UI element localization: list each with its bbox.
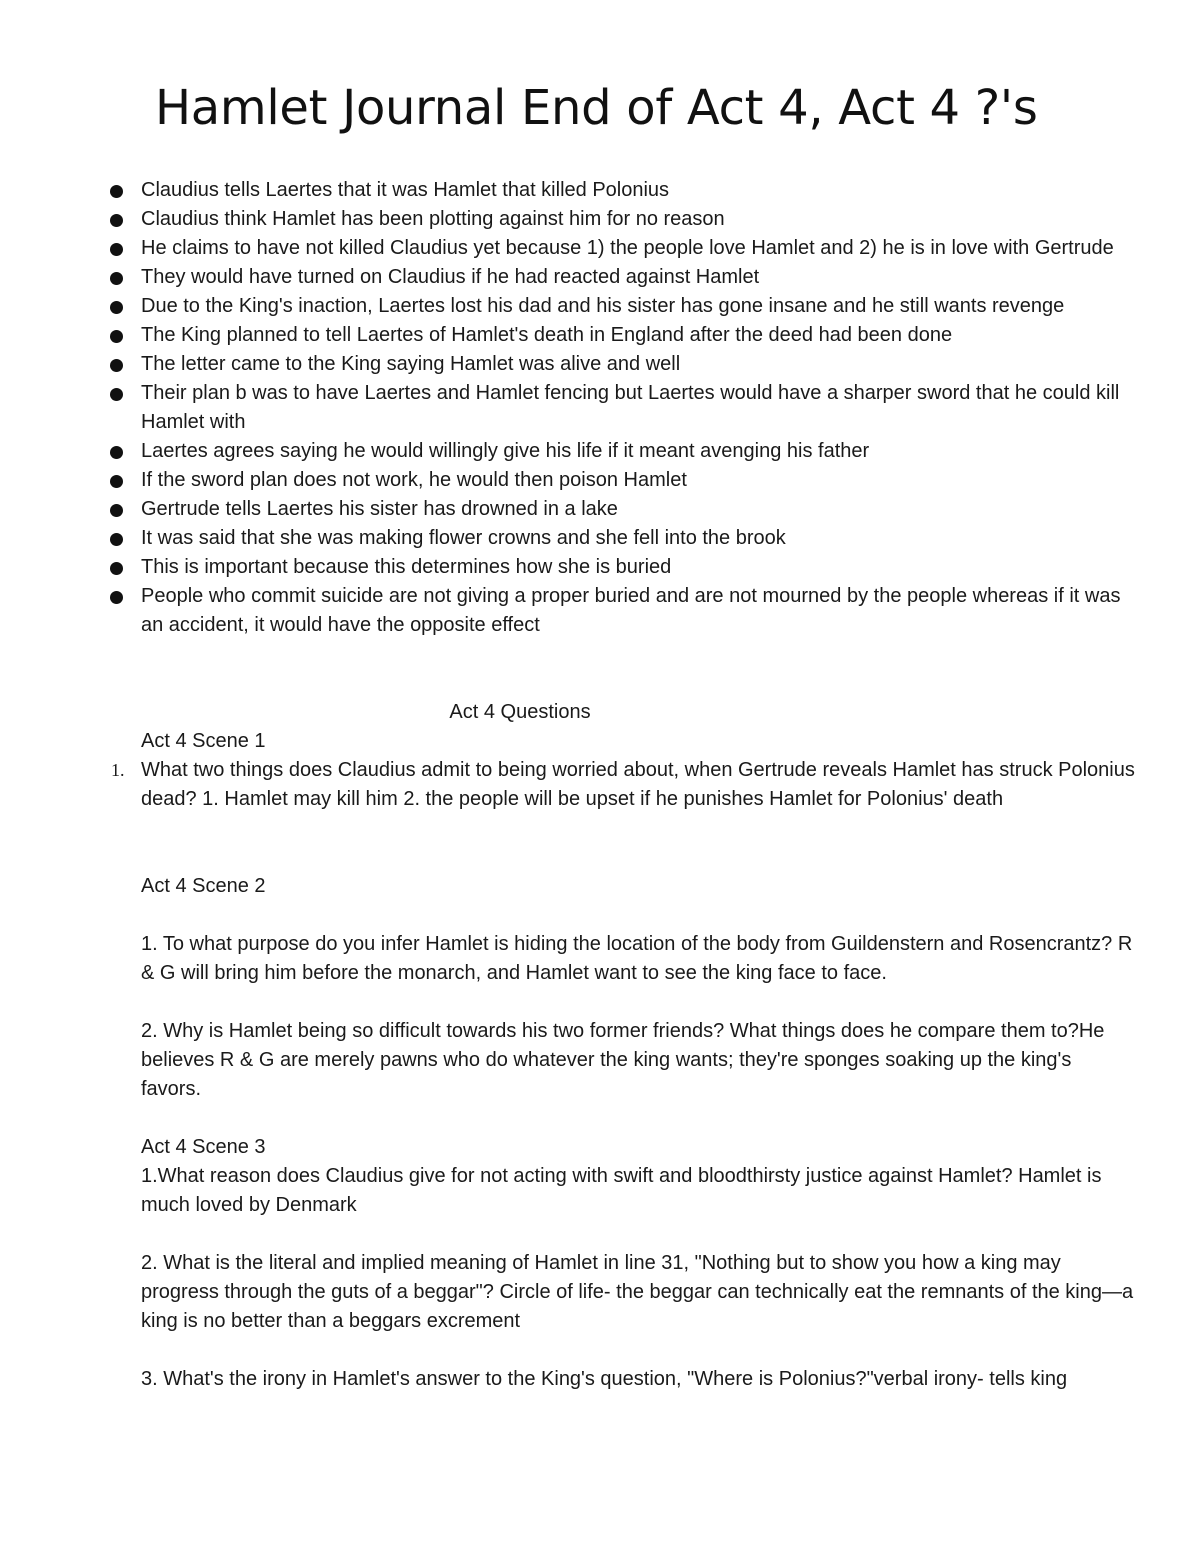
bullet-dot-icon <box>110 475 123 488</box>
bullet-dot-icon <box>110 562 123 575</box>
scene1-question-1 <box>111 756 1136 814</box>
bullet-item <box>0 379 1136 437</box>
bullet-dot-icon <box>110 446 123 459</box>
bullet-text: The King planned to tell Laertes of Hamlet's death in England after the deed had been done <box>141 324 953 346</box>
bullet-item <box>0 350 1136 379</box>
bullet-item <box>0 292 1136 321</box>
bullet-item <box>0 263 1136 292</box>
summary-bullet-list <box>0 176 1200 640</box>
bullet-dot-icon <box>110 243 123 256</box>
bullet-dot-icon <box>110 504 123 517</box>
bullet-item <box>0 553 1136 582</box>
bullet-text: He claims to have not killed Claudius yet because 1) the people love Hamlet and 2) he is in love with Gertrude <box>141 237 1114 259</box>
bullet-dot-icon <box>110 591 123 604</box>
bullet-text: Due to the King's inaction, Laertes lost his dad and his sister has gone insane and he still wants revenge <box>141 295 1065 317</box>
bullet-item <box>0 466 1136 495</box>
scene2-question-1: 1. To what purpose do you infer Hamlet is hiding the location of the body from Guildenstern and Rosencrantz? R & G will bring him before the monarch, and Hamlet want to see the king face to face. <box>141 933 1133 984</box>
scene3-question-2: 2. What is the literal and implied meaning of Hamlet in line 31, "Nothing but to show you how a king may progress through the guts of a beggar"? Circle of life- the beggar can technically eat the remnants of the king—a king is no better than a beggars excrement <box>141 1252 1134 1332</box>
bullet-text: They would have turned on Claudius if he had reacted against Hamlet <box>141 266 760 288</box>
bullet-item <box>0 582 1136 640</box>
question-text: What two things does Claudius admit to being worried about, when Gertrude reveals Hamlet has struck Polonius dead? 1. Hamlet may kill him 2. the people will be upset if he punishes Hamlet for Polonius' death <box>141 759 1135 810</box>
scene2-question-2: 2. Why is Hamlet being so difficult towards his two former friends? What things does he compare them to?He believes R & G are merely pawns who do whatever the king wants; they're sponges soaking up the king's favors. <box>141 1020 1105 1100</box>
scene3-heading: Act 4 Scene 3 <box>141 1136 266 1158</box>
bullet-text: Claudius think Hamlet has been plotting against him for no reason <box>141 208 725 230</box>
questions-heading: Act 4 Questions <box>449 701 591 723</box>
bullet-item <box>0 176 1136 205</box>
bullet-item <box>0 234 1136 263</box>
bullet-dot-icon <box>110 272 123 285</box>
list-number: 1. <box>111 760 125 780</box>
bullet-item <box>0 205 1136 234</box>
bullet-item <box>0 495 1136 524</box>
scene3-question-1: 1.What reason does Claudius give for not acting with swift and bloodthirsty justice against Hamlet? Hamlet is much loved by Denmark <box>141 1165 1102 1216</box>
bullet-dot-icon <box>110 359 123 372</box>
bullet-item <box>0 321 1136 350</box>
bullet-dot-icon <box>110 214 123 227</box>
bullet-item <box>0 524 1136 553</box>
bullet-dot-icon <box>110 533 123 546</box>
scene1-heading: Act 4 Scene 1 <box>141 730 266 752</box>
document-title: Hamlet Journal End of Act 4, Act 4 ?'s <box>155 80 1038 136</box>
bullet-text: The letter came to the King saying Hamlet was alive and well <box>141 353 681 375</box>
scene3-question-3: 3. What's the irony in Hamlet's answer to the King's question, "Where is Polonius?"verbal irony- tells king <box>141 1368 1068 1390</box>
bullet-text: Claudius tells Laertes that it was Hamlet that killed Polonius <box>141 179 670 201</box>
bullet-text: Gertrude tells Laertes his sister has drowned in a lake <box>141 498 618 520</box>
bullet-text: Laertes agrees saying he would willingly give his life if it meant avenging his father <box>141 440 870 462</box>
bullet-text: Their plan b was to have Laertes and Hamlet fencing but Laertes would have a sharper sword that he could kill Hamlet with <box>141 382 1120 433</box>
bullet-text: This is important because this determines how she is buried <box>141 556 672 578</box>
bullet-item <box>0 437 1136 466</box>
bullet-text: It was said that she was making flower crowns and she fell into the brook <box>141 527 786 549</box>
bullet-dot-icon <box>110 185 123 198</box>
bullet-dot-icon <box>110 388 123 401</box>
scene2-heading: Act 4 Scene 2 <box>141 875 266 897</box>
bullet-dot-icon <box>110 330 123 343</box>
bullet-dot-icon <box>110 301 123 314</box>
bullet-text: People who commit suicide are not giving a proper buried and are not mourned by the people whereas if it was an accident, it would have the opposite effect <box>141 585 1121 636</box>
bullet-text: If the sword plan does not work, he would then poison Hamlet <box>141 469 687 491</box>
